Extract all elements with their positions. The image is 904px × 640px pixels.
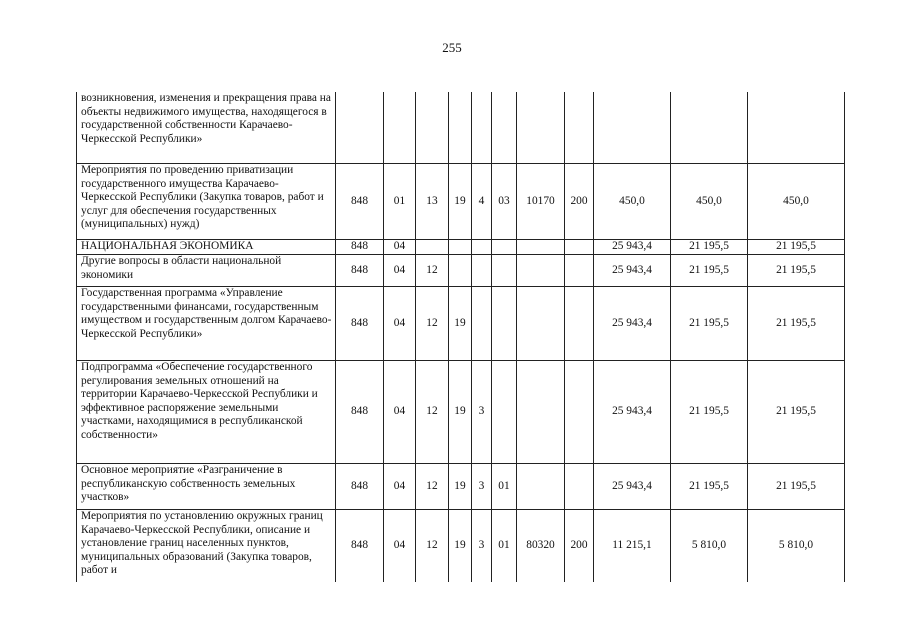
expense-type-code-cell: [565, 240, 594, 255]
expense-type-code-cell: [565, 287, 594, 361]
program-code-cell: 19: [449, 510, 472, 583]
amount-year1-cell: [594, 92, 671, 164]
subprogram-code-cell: [472, 92, 492, 164]
subsection-code-cell: 12: [416, 287, 449, 361]
amount-year3-cell: 5 810,0: [748, 510, 845, 583]
table-row: [77, 464, 845, 510]
expense-direction-code-cell: [517, 240, 565, 255]
amount-year2-cell: 21 195,5: [671, 255, 748, 287]
subsection-code-cell: 12: [416, 361, 449, 464]
section-code-cell: 04: [384, 510, 416, 583]
table-row: [77, 255, 845, 287]
amount-year3-cell: 21 195,5: [748, 255, 845, 287]
program-code-cell: [449, 92, 472, 164]
program-code-cell: 19: [449, 464, 472, 510]
program-code-cell: [449, 240, 472, 255]
subsection-code-cell: 12: [416, 255, 449, 287]
amount-year1-cell: 450,0: [594, 164, 671, 240]
table-row: [77, 164, 845, 240]
expense-direction-code-cell: [517, 361, 565, 464]
subprogram-code-cell: 4: [472, 164, 492, 240]
row-name-cell: Другие вопросы в области национальной экономики: [77, 255, 336, 287]
section-code-cell: 04: [384, 287, 416, 361]
amount-year2-cell: 21 195,5: [671, 361, 748, 464]
main-activity-code-cell: 01: [492, 464, 517, 510]
subprogram-code-cell: [472, 240, 492, 255]
program-code-cell: 19: [449, 164, 472, 240]
main-activity-code-cell: [492, 287, 517, 361]
expense-direction-code-cell: [517, 255, 565, 287]
amount-year2-cell: 5 810,0: [671, 510, 748, 583]
section-code-cell: 04: [384, 240, 416, 255]
section-code-cell: 04: [384, 255, 416, 287]
amount-year2-cell: 21 195,5: [671, 464, 748, 510]
expense-type-code-cell: [565, 92, 594, 164]
amount-year1-cell: 25 943,4: [594, 361, 671, 464]
amount-year1-cell: 25 943,4: [594, 240, 671, 255]
program-code-cell: 19: [449, 361, 472, 464]
ministry-code-cell: 848: [336, 240, 384, 255]
amount-year3-cell: 21 195,5: [748, 287, 845, 361]
row-name-cell: Мероприятия по проведению приватизации государственного имущества Карачаево-Черкесской Республики (Закупка товаров, работ и услуг для обеспечения государственных (муниципальных) нужд): [77, 164, 336, 240]
budget-table: [76, 92, 845, 582]
table-row: [77, 287, 845, 361]
amount-year1-cell: 25 943,4: [594, 287, 671, 361]
page-number: 255: [442, 40, 462, 55]
expense-direction-code-cell: 10170: [517, 164, 565, 240]
main-activity-code-cell: [492, 240, 517, 255]
table-row: [77, 240, 845, 255]
subsection-code-cell: [416, 240, 449, 255]
subprogram-code-cell: [472, 287, 492, 361]
subprogram-code-cell: 3: [472, 361, 492, 464]
row-name-cell: Мероприятия по установлению окружных границ Карачаево-Черкесской Республики, описание и установление границ населенных пунктов, муниципальных образований (Закупка товаров, работ и: [77, 510, 336, 583]
table-row: [77, 361, 845, 464]
program-code-cell: [449, 255, 472, 287]
expense-direction-code-cell: [517, 287, 565, 361]
amount-year3-cell: 21 195,5: [748, 240, 845, 255]
subsection-code-cell: [416, 92, 449, 164]
amount-year1-cell: 25 943,4: [594, 464, 671, 510]
amount-year3-cell: 450,0: [748, 164, 845, 240]
amount-year1-cell: 11 215,1: [594, 510, 671, 583]
ministry-code-cell: 848: [336, 510, 384, 583]
main-activity-code-cell: [492, 92, 517, 164]
table-row: [77, 510, 845, 583]
subprogram-code-cell: 3: [472, 464, 492, 510]
subprogram-code-cell: [472, 255, 492, 287]
ministry-code-cell: 848: [336, 464, 384, 510]
expense-direction-code-cell: [517, 464, 565, 510]
ministry-code-cell: 848: [336, 164, 384, 240]
amount-year2-cell: 21 195,5: [671, 240, 748, 255]
expense-type-code-cell: [565, 464, 594, 510]
amount-year3-cell: [748, 92, 845, 164]
row-name-cell: возникновения, изменения и прекращения права на объекты недвижимого имущества, находящегося в государственной собственности Карачаево-Черкесской Республики»: [77, 92, 336, 164]
amount-year3-cell: 21 195,5: [748, 464, 845, 510]
main-activity-code-cell: [492, 361, 517, 464]
ministry-code-cell: 848: [336, 255, 384, 287]
subsection-code-cell: 13: [416, 164, 449, 240]
section-code-cell: 04: [384, 464, 416, 510]
row-name-cell: Государственная программа «Управление государственными финансами, государственным имуществом и государственным долгом Карачаево-Черкесской Республики»: [77, 287, 336, 361]
expense-direction-code-cell: 80320: [517, 510, 565, 583]
expense-type-code-cell: 200: [565, 164, 594, 240]
amount-year3-cell: 21 195,5: [748, 361, 845, 464]
row-name-cell: Основное мероприятие «Разграничение в республиканскую собственность земельных участков»: [77, 464, 336, 510]
expense-type-code-cell: [565, 255, 594, 287]
main-activity-code-cell: [492, 255, 517, 287]
main-activity-code-cell: 01: [492, 510, 517, 583]
section-code-cell: 04: [384, 361, 416, 464]
ministry-code-cell: 848: [336, 361, 384, 464]
section-code-cell: 01: [384, 164, 416, 240]
row-name-cell: НАЦИОНАЛЬНАЯ ЭКОНОМИКА: [77, 240, 336, 255]
subsection-code-cell: 12: [416, 510, 449, 583]
expense-direction-code-cell: [517, 92, 565, 164]
amount-year2-cell: [671, 92, 748, 164]
amount-year1-cell: 25 943,4: [594, 255, 671, 287]
amount-year2-cell: 21 195,5: [671, 287, 748, 361]
section-code-cell: [384, 92, 416, 164]
table-row: [77, 92, 845, 164]
subsection-code-cell: 12: [416, 464, 449, 510]
program-code-cell: 19: [449, 287, 472, 361]
subprogram-code-cell: 3: [472, 510, 492, 583]
expense-type-code-cell: 200: [565, 510, 594, 583]
amount-year2-cell: 450,0: [671, 164, 748, 240]
row-name-cell: Подпрограмма «Обеспечение государственного регулирования земельных отношений на территории Карачаево-Черкесской Республики и эффективное распоряжение земельными участками, находящимися в республиканской собственности»: [77, 361, 336, 464]
main-activity-code-cell: 03: [492, 164, 517, 240]
ministry-code-cell: 848: [336, 287, 384, 361]
ministry-code-cell: [336, 92, 384, 164]
expense-type-code-cell: [565, 361, 594, 464]
